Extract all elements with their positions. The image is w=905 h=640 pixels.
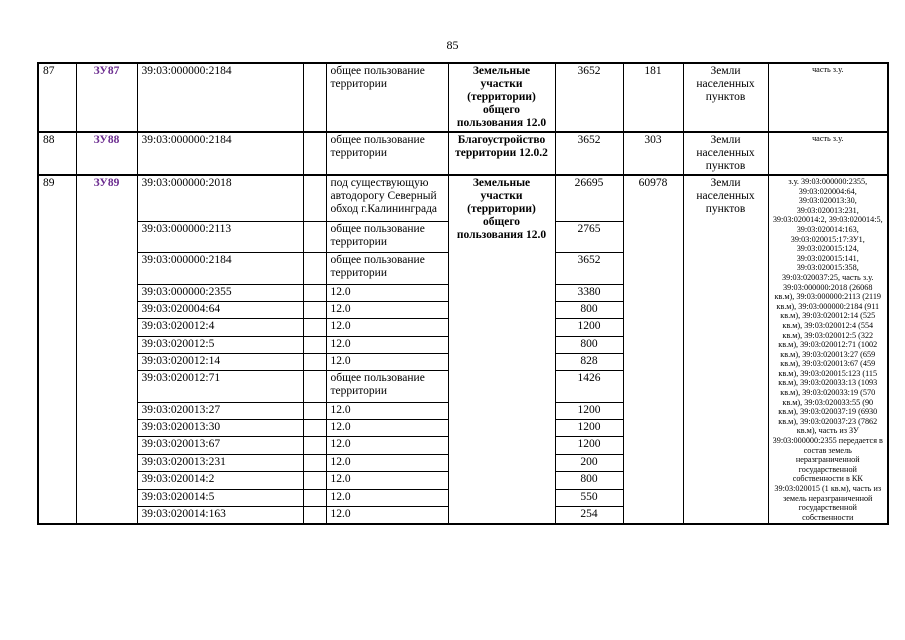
cadastral-number: 39:03:000000:2184: [137, 132, 303, 175]
permitted-use: общее пользование территории: [326, 221, 448, 252]
empty-cell: [303, 371, 326, 402]
cadastral-number: 39:03:020012:4: [137, 319, 303, 336]
parcel-area: 1200: [555, 402, 623, 419]
permitted-use: 12.0: [326, 284, 448, 301]
empty-cell: [303, 420, 326, 437]
table-row: [38, 63, 888, 132]
parcel-area: 800: [555, 472, 623, 489]
empty-cell: [303, 489, 326, 506]
parcel-table: [37, 62, 889, 525]
cadastral-number: 39:03:020012:14: [137, 353, 303, 370]
permitted-use: 12.0: [326, 301, 448, 318]
parcel-area: 800: [555, 336, 623, 353]
parcel-area: 200: [555, 454, 623, 471]
permitted-use: 12.0: [326, 353, 448, 370]
cadastral-number: 39:03:020014:2: [137, 472, 303, 489]
area-total: 3652: [555, 63, 623, 132]
empty-cell: [303, 454, 326, 471]
cadastral-number: 39:03:000000:2018: [137, 175, 303, 221]
permitted-use: общее пользование территории: [326, 63, 448, 132]
area-total: 3652: [555, 132, 623, 175]
empty-cell: [303, 301, 326, 318]
zu-label: ЗУ87: [76, 63, 137, 132]
permitted-use: 12.0: [326, 319, 448, 336]
empty-cell: [303, 353, 326, 370]
use-type: Благоустройство территории 12.0.2: [448, 132, 555, 175]
cadastral-number: 39:03:020012:71: [137, 371, 303, 402]
parcel-area: 254: [555, 506, 623, 524]
cadastral-number: 39:03:020013:30: [137, 420, 303, 437]
empty-cell: [303, 175, 326, 221]
cadastral-number: 39:03:020013:27: [137, 402, 303, 419]
parcel-area: 2765: [555, 221, 623, 252]
area-new: 60978: [623, 175, 683, 524]
empty-cell: [303, 336, 326, 353]
empty-cell: [303, 221, 326, 252]
area-new: 303: [623, 132, 683, 175]
permitted-use: 12.0: [326, 454, 448, 471]
cadastral-number: 39:03:000000:2184: [137, 253, 303, 284]
parcel-area: 550: [555, 489, 623, 506]
parcel-area: 1200: [555, 420, 623, 437]
row-number: 87: [38, 63, 76, 132]
permitted-use: 12.0: [326, 402, 448, 419]
row-number: 89: [38, 175, 76, 524]
cadastral-number: 39:03:020014:163: [137, 506, 303, 524]
empty-cell: [303, 402, 326, 419]
empty-cell: [303, 132, 326, 175]
permitted-use: под существующую автодорогу Северный обход г.Калининграда: [326, 175, 448, 221]
land-category: Земли населенных пунктов: [683, 175, 768, 524]
cadastral-number: 39:03:020014:5: [137, 489, 303, 506]
permitted-use: 12.0: [326, 506, 448, 524]
land-category: Земли населенных пунктов: [683, 132, 768, 175]
parcel-area: 1200: [555, 437, 623, 454]
land-category: Земли населенных пунктов: [683, 63, 768, 132]
parcel-area: 828: [555, 353, 623, 370]
empty-cell: [303, 319, 326, 336]
cadastral-number: 39:03:000000:2184: [137, 63, 303, 132]
permitted-use: 12.0: [326, 472, 448, 489]
empty-cell: [303, 472, 326, 489]
zu-label: ЗУ89: [76, 175, 137, 524]
parcel-area: 1200: [555, 319, 623, 336]
empty-cell: [303, 437, 326, 454]
cadastral-number: 39:03:020013:67: [137, 437, 303, 454]
cadastral-number: 39:03:020012:5: [137, 336, 303, 353]
cadastral-number: 39:03:020013:231: [137, 454, 303, 471]
note: часть з.у.: [768, 132, 888, 175]
cadastral-number: 39:03:000000:2355: [137, 284, 303, 301]
page-number: 85: [446, 38, 459, 52]
parcel-area: 1426: [555, 371, 623, 402]
permitted-use: общее пользование территории: [326, 371, 448, 402]
permitted-use: общее пользование территории: [326, 253, 448, 284]
empty-cell: [303, 253, 326, 284]
permitted-use: 12.0: [326, 489, 448, 506]
cadastral-number: 39:03:000000:2113: [137, 221, 303, 252]
area-new: 181: [623, 63, 683, 132]
parcel-area: 3380: [555, 284, 623, 301]
use-type: Земельные участки (территории) общего пользования 12.0: [448, 63, 555, 132]
table-row: [38, 132, 888, 175]
zu-label: ЗУ88: [76, 132, 137, 175]
row-number: 88: [38, 132, 76, 175]
empty-cell: [303, 506, 326, 524]
use-type: Земельные участки (территории) общего пользования 12.0: [448, 175, 555, 524]
table-row: [38, 175, 888, 221]
empty-cell: [303, 284, 326, 301]
note: часть з.у.: [768, 63, 888, 132]
parcel-area: 800: [555, 301, 623, 318]
cadastral-number: 39:03:020004:64: [137, 301, 303, 318]
empty-cell: [303, 63, 326, 132]
permitted-use: 12.0: [326, 420, 448, 437]
note: з.у. 39:03:000000:2355, 39:03:020004:64, 39:03:020013:30, 39:03:020013:231, 39:03:020014:2, 39:03:020014:5, 39:03:020014:163, 39:03:020015:17:ЗУ1, 39:03:020015:124, 39:03:020015:141, 39:03:020015:358, 39:03:020037:25, часть з.у. 39:03:000000:2018 (26068 кв.м), 39:03:000000:2113 (2119 кв.м), 39:03:000000:2184 (911 кв.м), 39:03:020012:14 (525 кв.м), 39:03:020012:4 (554 кв.м), 39:03:020012:5 (322 кв.м), 39:03:020012:71 (1002 кв.м), 39:03:020013:27 (659 кв.м), 39:03:020013:67 (459 кв.м), 39:03:020015:123 (115 кв.м), 39:03:020033:13 (1093 кв.м), 39:03:020033:19 (570 кв.м), 39:03:020033:55 (90 кв.м), 39:03:020037:19 (6930 кв.м), 39:03:020037:23 (7862 кв.м), часть из ЗУ 39:03:000000:2355 передается в состав земель неразграниченной государственной собственности в КК 39:03:020015 (1 кв.м), часть из земель неразграниченной государственной собственности: [768, 175, 888, 524]
permitted-use: 12.0: [326, 336, 448, 353]
parcel-area: 3652: [555, 253, 623, 284]
parcel-area: 26695: [555, 175, 623, 221]
permitted-use: 12.0: [326, 437, 448, 454]
permitted-use: общее пользование территории: [326, 132, 448, 175]
